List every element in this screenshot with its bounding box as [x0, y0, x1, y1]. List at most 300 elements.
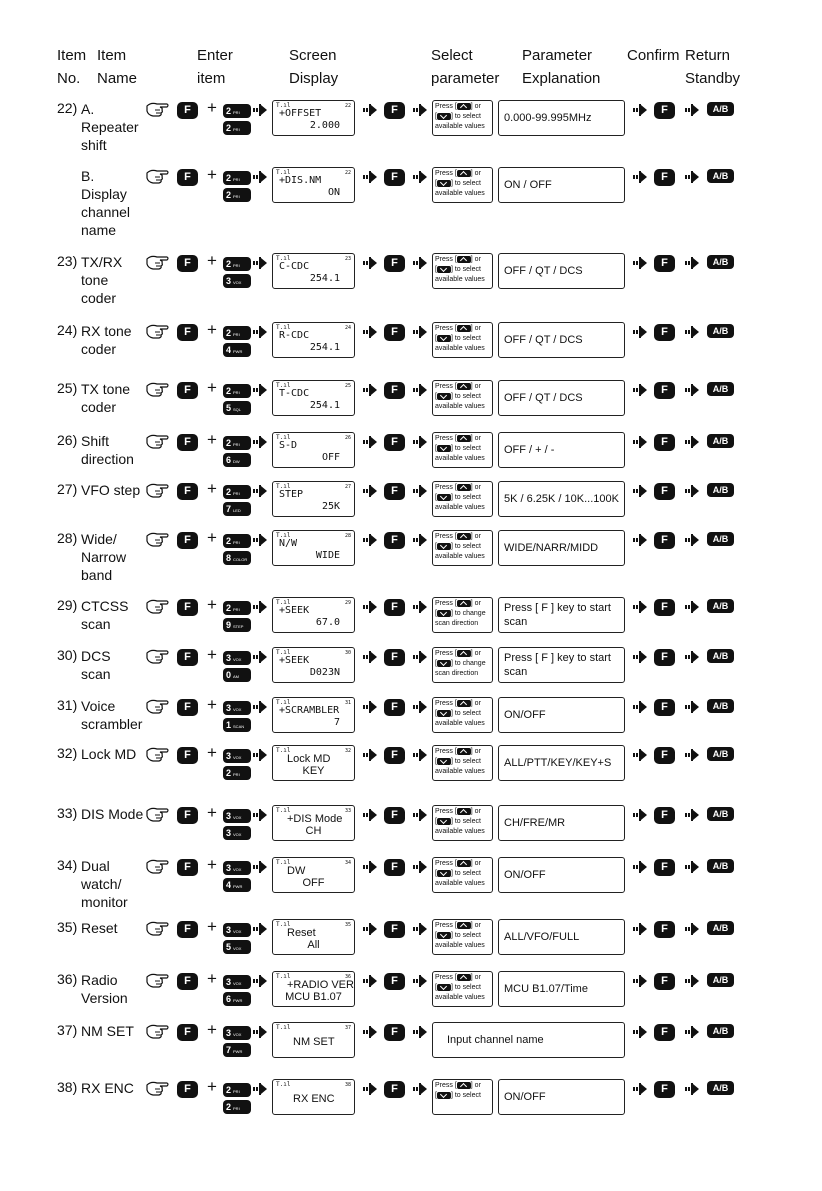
arrow-right-icon	[632, 747, 648, 763]
parameter-explanation	[498, 380, 625, 416]
item-number: 22)	[57, 100, 78, 116]
number-key[interactable]	[223, 453, 251, 467]
screen-line-1: Reset	[287, 927, 316, 939]
key-digit: 2	[226, 106, 232, 116]
f-key[interactable]: F	[177, 747, 198, 764]
f-key[interactable]: F	[654, 483, 675, 500]
lcd-screen	[272, 697, 355, 733]
key-sublabel: PRI	[233, 772, 240, 777]
ab-key[interactable]: A/B	[707, 599, 734, 613]
arrow-right-icon	[252, 747, 268, 763]
pointing-hand-icon	[145, 971, 171, 991]
f-key[interactable]: F	[654, 649, 675, 666]
key-sublabel: SCAN	[233, 724, 245, 729]
key-sublabel: PRI	[233, 263, 240, 268]
arrow-right-icon	[412, 483, 428, 499]
arrow-right-icon	[412, 649, 428, 665]
ab-key[interactable]: A/B	[707, 807, 734, 821]
number-key[interactable]	[223, 618, 251, 632]
f-key[interactable]: F	[384, 859, 405, 876]
number-key[interactable]	[223, 1026, 251, 1040]
f-key[interactable]: F	[177, 532, 198, 549]
ab-key[interactable]: A/B	[707, 973, 734, 987]
select-text: available values	[435, 880, 485, 887]
f-key[interactable]: F	[177, 807, 198, 824]
screen-line-1: +SCRAMBLER	[279, 705, 340, 716]
plus-sign: +	[207, 251, 217, 270]
screen-line-2: All	[307, 939, 320, 951]
plus-sign: +	[207, 98, 217, 117]
screen-line-1: +OFFSET	[279, 108, 322, 119]
key-digit: 2	[226, 123, 232, 133]
menu-number: 28	[344, 533, 351, 539]
number-key[interactable]	[223, 121, 251, 135]
select-text: ] to select	[450, 393, 481, 400]
key-digit: 3	[226, 703, 232, 713]
arrow-right-icon	[252, 807, 268, 823]
arrow-right-icon	[632, 169, 648, 185]
arrow-right-icon	[362, 169, 378, 185]
select-text: ] or	[470, 600, 481, 607]
explanation-text: OFF / QT / DCS	[504, 265, 583, 277]
key-digit: 2	[226, 386, 232, 396]
signal-icon: T.ıl	[276, 973, 291, 980]
f-key[interactable]: F	[384, 1024, 405, 1041]
f-key[interactable]: F	[654, 699, 675, 716]
plus-sign: +	[207, 1077, 217, 1096]
number-key[interactable]	[223, 104, 251, 118]
menu-number: 33	[344, 808, 351, 814]
arrow-right-icon	[362, 649, 378, 665]
explanation-text: Press [ F ] key to start scan	[504, 602, 611, 628]
arrow-right-icon	[684, 599, 700, 615]
select-text: Press [	[435, 808, 457, 815]
header-item-name: Item Name	[97, 47, 138, 87]
key-sublabel: PWR	[233, 998, 243, 1003]
key-digit: 6	[226, 455, 232, 465]
down-key-icon	[437, 758, 451, 765]
f-key[interactable]: F	[384, 807, 405, 824]
f-key[interactable]: F	[654, 1024, 675, 1041]
menu-number: 23	[344, 256, 351, 262]
number-key[interactable]	[223, 940, 251, 954]
ab-key[interactable]: A/B	[707, 1024, 734, 1038]
arrow-right-icon	[412, 382, 428, 398]
select-text: Press [	[435, 1082, 457, 1089]
arrow-right-icon	[252, 699, 268, 715]
arrow-right-icon	[684, 532, 700, 548]
f-key[interactable]: F	[384, 255, 405, 272]
number-key[interactable]	[223, 668, 251, 682]
key-digit: 9	[226, 620, 232, 630]
f-key[interactable]: F	[177, 1024, 198, 1041]
key-digit: 3	[226, 653, 232, 663]
f-key[interactable]: F	[177, 1081, 198, 1098]
number-key[interactable]	[223, 601, 251, 615]
select-instruction-box: Press [ ] or [ ] to change scan direction	[432, 597, 493, 633]
ab-key[interactable]: A/B	[707, 859, 734, 873]
item-name: RX ENC	[81, 1080, 134, 1096]
lcd-screen	[272, 971, 355, 1007]
number-key[interactable]	[223, 749, 251, 763]
arrow-right-icon	[684, 807, 700, 823]
key-digit: 2	[226, 173, 232, 183]
ab-key[interactable]: A/B	[707, 532, 734, 546]
item-number: 37)	[57, 1022, 78, 1038]
f-key[interactable]: F	[384, 434, 405, 451]
select-instruction-box: Press [ ] or [ ] to select available values	[432, 167, 493, 203]
item-name: Dual watch/ monitor	[81, 858, 128, 910]
explanation-text: 5K / 6.25K / 10K...100K	[504, 493, 619, 505]
f-key[interactable]: F	[654, 169, 675, 186]
pointing-hand-icon	[145, 919, 171, 939]
item-number: 30)	[57, 647, 78, 663]
ab-key[interactable]: A/B	[707, 483, 734, 497]
number-key[interactable]	[223, 502, 251, 516]
screen-line-1: +RADIO VER	[287, 979, 354, 991]
key-sublabel: PRI	[233, 1106, 240, 1111]
key-digit: 3	[226, 276, 232, 286]
menu-row	[0, 1022, 822, 1082]
number-key[interactable]	[223, 326, 251, 340]
f-key[interactable]: F	[384, 483, 405, 500]
key-sublabel: VOX	[233, 707, 242, 712]
key-digit: 6	[226, 994, 232, 1004]
select-instruction-box: Press [ ] or [ ] to select available values	[432, 253, 493, 289]
select-text: ] to select	[450, 710, 481, 717]
select-text: available values	[435, 123, 485, 130]
f-key[interactable]: F	[654, 921, 675, 938]
f-key[interactable]: F	[384, 169, 405, 186]
arrow-right-icon	[632, 807, 648, 823]
select-instruction-box: Press [ ] or [ ] to select available values	[432, 322, 493, 358]
select-text: Press [	[435, 435, 457, 442]
number-key[interactable]	[223, 274, 251, 288]
up-key-icon	[457, 700, 471, 707]
item-name: Lock MD	[81, 746, 137, 762]
lcd-screen	[272, 857, 355, 893]
lcd-screen	[272, 100, 355, 136]
parameter-explanation	[498, 432, 625, 468]
down-key-icon	[437, 266, 451, 273]
signal-icon: T.ıl	[276, 102, 291, 109]
f-key[interactable]: F	[384, 921, 405, 938]
f-key[interactable]: F	[384, 649, 405, 666]
signal-icon: T.ıl	[276, 859, 291, 866]
number-key[interactable]	[223, 651, 251, 665]
select-text: ] or	[470, 435, 481, 442]
ab-key[interactable]: A/B	[707, 169, 734, 183]
menu-number: 38	[344, 1082, 351, 1088]
number-key[interactable]	[223, 826, 251, 840]
number-key[interactable]	[223, 923, 251, 937]
f-key[interactable]: F	[654, 532, 675, 549]
f-key[interactable]: F	[177, 169, 198, 186]
key-sublabel: PRI	[233, 540, 240, 545]
key-digit: 2	[226, 768, 232, 778]
number-key[interactable]	[223, 257, 251, 271]
arrow-right-icon	[252, 434, 268, 450]
number-key[interactable]	[223, 1083, 251, 1097]
ab-key[interactable]: A/B	[707, 1081, 734, 1095]
f-key[interactable]: F	[177, 921, 198, 938]
key-digit: 8	[226, 553, 232, 563]
number-key[interactable]	[223, 343, 251, 357]
select-text: available values	[435, 994, 485, 1001]
screen-line-1: S-D	[279, 440, 298, 451]
down-key-icon	[437, 932, 451, 939]
select-text: ] or	[470, 700, 481, 707]
f-key[interactable]: F	[654, 807, 675, 824]
key-sublabel: VOX	[233, 867, 242, 872]
number-key[interactable]	[223, 718, 251, 732]
f-key[interactable]: F	[177, 649, 198, 666]
arrow-right-icon	[684, 921, 700, 937]
key-digit: 3	[226, 1028, 232, 1038]
number-key[interactable]	[223, 436, 251, 450]
select-text: Press [	[435, 974, 457, 981]
pointing-hand-icon	[145, 1022, 171, 1042]
pointing-hand-icon	[145, 253, 171, 273]
key-sublabel: PRI	[233, 194, 240, 199]
select-instruction-box: Press [ ] or [ ] to select available values	[432, 481, 493, 517]
select-text: ] to select	[450, 266, 481, 273]
screen-line-2: CH	[305, 825, 322, 837]
number-key[interactable]	[223, 1100, 251, 1114]
key-sublabel: LED	[233, 508, 241, 513]
signal-icon: T.ıl	[276, 747, 291, 754]
menu-row	[0, 165, 822, 238]
key-digit: 2	[226, 190, 232, 200]
item-number: 23)	[57, 253, 78, 269]
f-key[interactable]: F	[177, 102, 198, 119]
arrow-right-icon	[252, 973, 268, 989]
f-key[interactable]: F	[654, 973, 675, 990]
f-key[interactable]: F	[384, 532, 405, 549]
select-text: ] or	[470, 325, 481, 332]
signal-icon: T.ıl	[276, 921, 291, 928]
arrow-right-icon	[632, 102, 648, 118]
f-key[interactable]: F	[177, 255, 198, 272]
menu-number: 31	[344, 700, 351, 706]
signal-icon: T.ıl	[276, 1081, 291, 1088]
screen-line-2: 254.1	[309, 273, 340, 284]
f-key[interactable]: F	[384, 699, 405, 716]
screen-line-2: KEY	[302, 765, 325, 777]
ab-key[interactable]: A/B	[707, 434, 734, 448]
menu-number: 30	[344, 650, 351, 656]
parameter-explanation	[498, 481, 625, 517]
lcd-screen	[272, 1022, 355, 1058]
number-key[interactable]	[223, 766, 251, 780]
screen-line-2: 2.000	[309, 120, 340, 131]
ab-key[interactable]: A/B	[707, 747, 734, 761]
select-text: ] to select	[450, 758, 481, 765]
f-key[interactable]: F	[384, 102, 405, 119]
down-key-icon	[437, 1092, 451, 1099]
key-sublabel: PRI	[233, 177, 240, 182]
arrow-right-icon	[684, 169, 700, 185]
f-key[interactable]: F	[654, 434, 675, 451]
f-key[interactable]: F	[654, 859, 675, 876]
item-number: 26)	[57, 432, 78, 448]
f-key[interactable]: F	[177, 599, 198, 616]
pointing-hand-icon	[145, 1079, 171, 1099]
explanation-text: 0.000-99.995MHz	[504, 112, 592, 124]
arrow-right-icon	[632, 649, 648, 665]
plus-sign: +	[207, 320, 217, 339]
select-text: ] to select	[450, 870, 481, 877]
select-text: ] or	[470, 748, 481, 755]
signal-icon: T.ıl	[276, 483, 291, 490]
f-key[interactable]: F	[177, 382, 198, 399]
number-key[interactable]	[223, 975, 251, 989]
number-key[interactable]	[223, 171, 251, 185]
pointing-hand-icon	[145, 530, 171, 550]
up-key-icon	[457, 808, 471, 815]
explanation-text: Press [ F ] key to start scan	[504, 652, 611, 678]
arrow-right-icon	[362, 324, 378, 340]
f-key[interactable]: F	[177, 434, 198, 451]
number-key[interactable]	[223, 809, 251, 823]
key-sublabel: PRI	[233, 491, 240, 496]
select-text: available values	[435, 720, 485, 727]
arrow-right-icon	[632, 382, 648, 398]
f-key[interactable]: F	[177, 859, 198, 876]
select-text: ] to select	[450, 335, 481, 342]
arrow-right-icon	[684, 483, 700, 499]
f-key[interactable]: F	[177, 973, 198, 990]
f-key[interactable]: F	[384, 382, 405, 399]
parameter-explanation	[498, 745, 625, 781]
f-key[interactable]: F	[384, 1081, 405, 1098]
select-instruction-box: Press [ ] or [ ] to select available values	[432, 530, 493, 566]
number-key[interactable]	[223, 485, 251, 499]
explanation-text: ON / OFF	[504, 179, 552, 191]
lcd-screen	[272, 380, 355, 416]
arrow-right-icon	[252, 649, 268, 665]
item-number: 34)	[57, 857, 78, 873]
ab-key[interactable]: A/B	[707, 699, 734, 713]
key-digit: 2	[226, 328, 232, 338]
f-key[interactable]: F	[654, 102, 675, 119]
item-name: NM SET	[81, 1023, 134, 1039]
arrow-right-icon	[684, 434, 700, 450]
menu-number: 35	[344, 922, 351, 928]
select-text: ] or	[470, 974, 481, 981]
key-sublabel: PWR	[233, 1049, 243, 1054]
arrow-right-icon	[362, 921, 378, 937]
arrow-right-icon	[632, 699, 648, 715]
select-text: ] to select	[450, 818, 481, 825]
arrow-right-icon	[362, 747, 378, 763]
menu-number: 22	[344, 170, 351, 176]
menu-number: 26	[344, 435, 351, 441]
f-key[interactable]: F	[177, 324, 198, 341]
down-key-icon	[437, 180, 451, 187]
up-key-icon	[457, 860, 471, 867]
f-key[interactable]: F	[654, 382, 675, 399]
header-confirm: Confirm	[627, 47, 680, 64]
f-key[interactable]: F	[654, 1081, 675, 1098]
number-key[interactable]	[223, 1043, 251, 1057]
screen-line-1: +DIS Mode	[287, 813, 343, 825]
f-key[interactable]: F	[384, 324, 405, 341]
select-instruction-box: Press [ ] or [ ] to select available values	[432, 919, 493, 955]
number-key[interactable]	[223, 534, 251, 548]
arrow-right-icon	[252, 1081, 268, 1097]
f-key[interactable]: F	[654, 747, 675, 764]
down-key-icon	[437, 870, 451, 877]
arrow-right-icon	[362, 1024, 378, 1040]
arrow-right-icon	[252, 921, 268, 937]
arrow-right-icon	[684, 1024, 700, 1040]
number-key[interactable]	[223, 384, 251, 398]
arrow-right-icon	[632, 434, 648, 450]
select-text: available values	[435, 345, 485, 352]
f-key[interactable]: F	[654, 255, 675, 272]
screen-line-1: +SEEK	[279, 605, 310, 616]
signal-icon: T.ıl	[276, 324, 291, 331]
item-name: DIS Mode	[81, 806, 144, 822]
down-key-icon	[437, 543, 451, 550]
plus-sign: +	[207, 479, 217, 498]
select-text: ] or	[470, 170, 481, 177]
menu-row	[0, 919, 822, 979]
number-key[interactable]	[223, 188, 251, 202]
number-key[interactable]	[223, 992, 251, 1006]
f-key[interactable]: F	[177, 699, 198, 716]
number-key[interactable]	[223, 861, 251, 875]
key-sublabel: DW	[233, 459, 240, 464]
item-name: TX tone coder	[81, 381, 131, 415]
number-key[interactable]	[223, 701, 251, 715]
plus-sign: +	[207, 917, 217, 936]
ab-key[interactable]: A/B	[707, 102, 734, 116]
ab-key[interactable]: A/B	[707, 382, 734, 396]
number-key[interactable]	[223, 551, 251, 565]
parameter-explanation	[498, 530, 625, 566]
ab-key[interactable]: A/B	[707, 324, 734, 338]
f-key[interactable]: F	[384, 599, 405, 616]
f-key[interactable]: F	[654, 324, 675, 341]
parameter-explanation	[498, 1079, 625, 1115]
arrow-right-icon	[412, 255, 428, 271]
f-key[interactable]: F	[384, 747, 405, 764]
f-key[interactable]: F	[177, 483, 198, 500]
f-key[interactable]: F	[654, 599, 675, 616]
ab-key[interactable]: A/B	[707, 649, 734, 663]
key-sublabel: VOX	[233, 1032, 242, 1037]
up-key-icon	[457, 650, 471, 657]
arrow-right-icon	[362, 1081, 378, 1097]
number-key[interactable]	[223, 401, 251, 415]
ab-key[interactable]: A/B	[707, 921, 734, 935]
arrow-right-icon	[412, 599, 428, 615]
parameter-explanation	[498, 919, 625, 955]
key-sublabel: VOX	[233, 755, 242, 760]
arrow-right-icon	[632, 973, 648, 989]
item-number: 38)	[57, 1079, 78, 1095]
header-screen-display: Screen Display	[289, 47, 339, 87]
plus-sign: +	[207, 528, 217, 547]
ab-key[interactable]: A/B	[707, 255, 734, 269]
select-text: ] to select	[450, 494, 481, 501]
select-text: available values	[435, 403, 485, 410]
menu-number: 25	[344, 383, 351, 389]
number-key[interactable]	[223, 878, 251, 892]
f-key[interactable]: F	[384, 973, 405, 990]
